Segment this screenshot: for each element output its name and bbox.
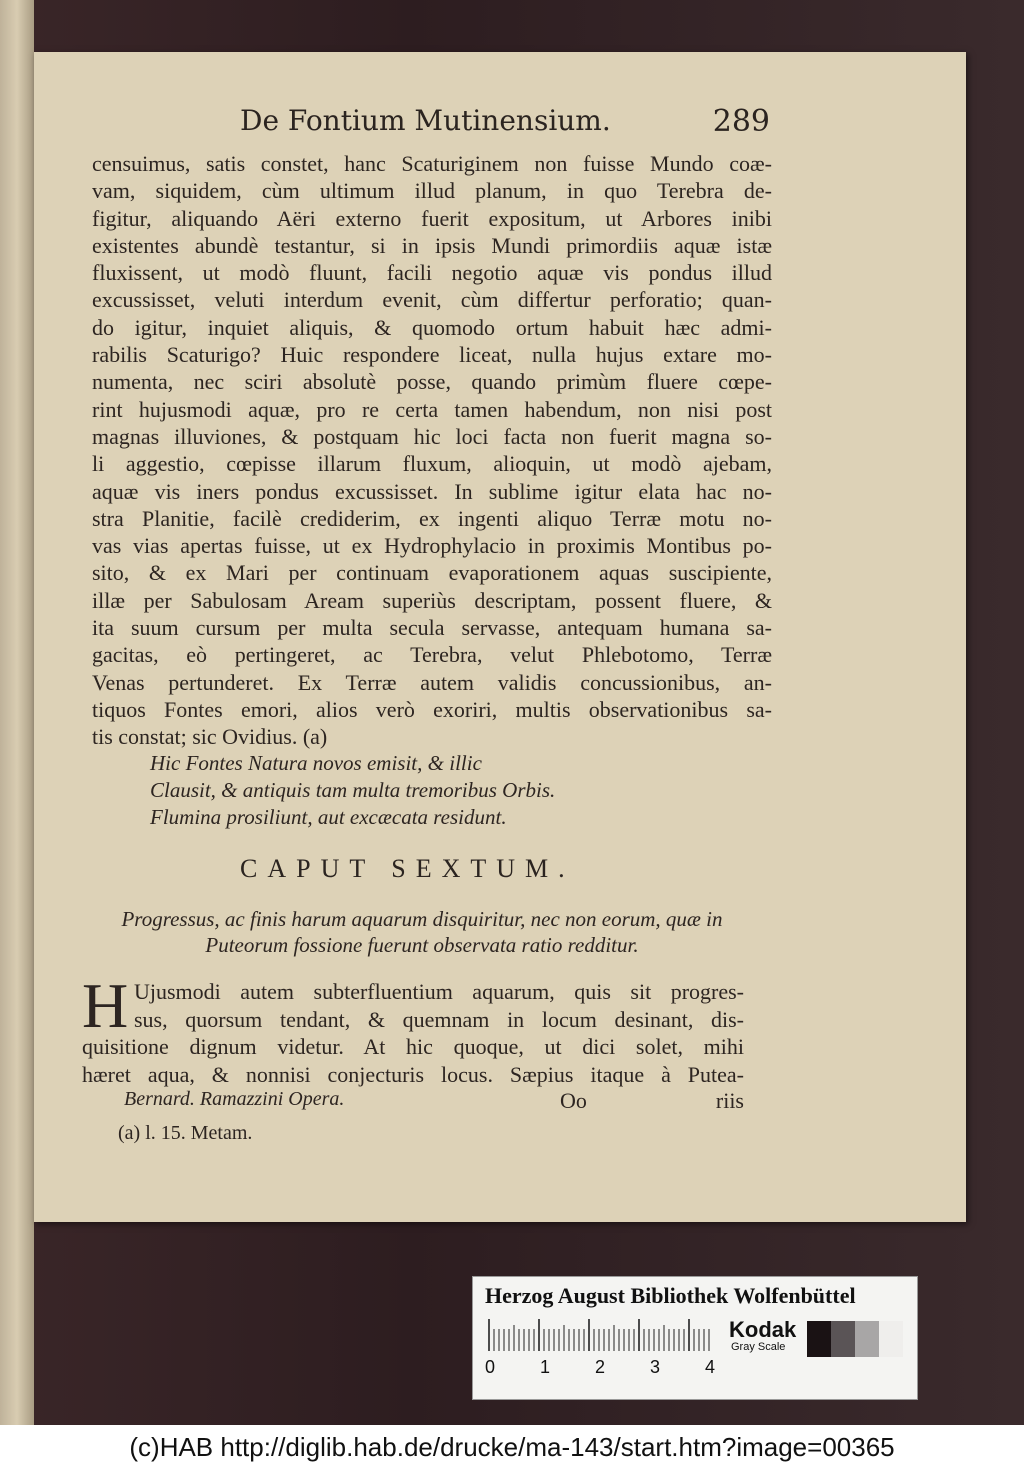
- gray-swatch: [831, 1321, 855, 1357]
- paragraph-line: quisitione dignum videtur. At hic quoque, ut dici solet, mihi: [82, 1034, 744, 1059]
- body-line: sito, & ex Mari per continuam evaporationem aquas suscipiente,: [92, 560, 772, 586]
- ruler-number: 2: [595, 1357, 606, 1377]
- body-line: excussisset, veluti interdum evenit, cùm differtur perforatio; quan-: [92, 287, 772, 313]
- body-line: aquæ vis iners pondus excussisset. In sublime igitur elata hac no-: [92, 478, 772, 504]
- body-line: vam, siquidem, cùm ultimum illud planum, in quo Terebra de-: [92, 178, 772, 204]
- summary-line: Progressus, ac finis harum aquarum disquiritur, nec non eorum, quæ in: [121, 907, 723, 931]
- verse-quote: [150, 750, 670, 831]
- footer-catchword: riis: [715, 1088, 744, 1113]
- body-line: tiquos Fontes emori, alios verò exoriri, multis observationibus sa-: [92, 696, 772, 722]
- verse-line: Flumina prosiliunt, aut excæcata residunt.: [150, 805, 507, 829]
- body-line: illæ per Sabulosam Aream superiùs descriptam, possent fluere, &: [92, 587, 772, 613]
- body-line: existentes abundè testantur, si in ipsis Mundi primordiis aquæ istæ: [92, 232, 772, 258]
- paragraph: [82, 970, 744, 1088]
- body-line: numenta, nec sciri absolutè posse, quando primùm fluere cœpe-: [92, 369, 772, 395]
- paragraph-line: sus, quorsum tendant, & quemnam in locum desinant, dis-: [134, 1006, 744, 1032]
- ruler-scale: [487, 1317, 717, 1353]
- paragraph-line: hæret aqua, & nonnisi conjecturis locus. Sæpius itaque à Putea-: [82, 1061, 744, 1087]
- body-line: ita suum cursum per multa secula servasse, antequam humana sa-: [92, 615, 772, 641]
- running-head: [240, 104, 770, 144]
- body-line: rint hujusmodi aquæ, pro re certa tamen habendum, non nisi post: [92, 396, 772, 422]
- body-line: stra Planitie, facilè crediderim, ex ingenti aliquo Terræ motu no-: [92, 505, 772, 531]
- body-line: figitur, aliquando Aëri externo fuerit expositum, ut Arbores inibi: [92, 205, 772, 231]
- library-label: [472, 1276, 918, 1400]
- paragraph-line: Ujusmodi autem subterfluentium aquarum, quis sit progres-: [134, 979, 744, 1004]
- gray-swatches: [807, 1321, 903, 1357]
- body-line: censuimus, satis constet, hanc Scaturiginem non fuisse Mundo coæ-: [92, 151, 772, 176]
- ruler-number: 0: [485, 1357, 496, 1377]
- body-line: gacitas, eò pertingeret, ac Terebra, velut Phlebotomo, Terræ: [92, 642, 772, 668]
- page-footer: [124, 1088, 744, 1116]
- gray-swatch: [879, 1321, 903, 1357]
- footer-signature: Oo: [560, 1088, 587, 1113]
- body-line: magnas illuviones, & postquam hic loci facta non fuerit magna so-: [92, 423, 772, 449]
- chapter-summary: [82, 906, 762, 958]
- verse-line: Hic Fontes Natura novos emisit, & illic: [150, 751, 482, 775]
- body-line: do igitur, inquiet aliquis, & quomodo ortum habuit hæc admi-: [92, 314, 772, 340]
- body-line: tis constat; sic Ovidius. (a): [92, 724, 328, 750]
- footer-book-title: Bernard. Ramazzini Opera.: [124, 1088, 345, 1110]
- library-title: Herzog August Bibliothek Wolfenbüttel: [485, 1283, 856, 1308]
- running-title: De Fontium Mutinensium.: [240, 104, 611, 137]
- ruler-numbers: [485, 1357, 725, 1379]
- body-line: rabilis Scaturigo? Huic respondere liceat, nulla hujus extare mo-: [92, 342, 772, 368]
- gray-swatch: [855, 1321, 879, 1357]
- previous-page-edge: [0, 0, 34, 1425]
- chapter-heading: CAPUT SEXTUM.: [240, 854, 575, 883]
- drop-cap: H: [82, 970, 129, 1041]
- body-line: vas vias apertas fuisse, ut ex Hydrophylacio in proximis Montibus po-: [92, 533, 772, 559]
- kodak-logo: Kodak: [729, 1317, 797, 1342]
- body-text: [92, 150, 772, 751]
- gray-scale-label: Gray Scale: [731, 1341, 786, 1353]
- gray-swatch: [807, 1321, 831, 1357]
- ruler-number: 3: [650, 1357, 661, 1377]
- source-url: (c)HAB http://diglib.hab.de/drucke/ma-143/start.htm?image=00365: [0, 1425, 1024, 1470]
- body-line: li aggestio, cœpisse illarum fluxum, alioquin, ut modò ajebam,: [92, 451, 772, 477]
- ruler-number: 1: [540, 1357, 551, 1377]
- body-line: Venas pertunderet. Ex Terræ autem validis concussionibus, an-: [92, 669, 772, 695]
- verse-line: Clausit, & antiquis tam multa tremoribus Orbis.: [150, 778, 556, 802]
- footnote: (a) l. 15. Metam.: [118, 1122, 253, 1144]
- body-line: fluxissent, ut modò fluunt, facili negotio aquæ vis pondus illud: [92, 260, 772, 286]
- ruler-number: 4: [705, 1357, 716, 1377]
- summary-line: Puteorum fossione fuerunt observata ratio redditur.: [205, 933, 639, 957]
- page-number: 289: [712, 104, 770, 139]
